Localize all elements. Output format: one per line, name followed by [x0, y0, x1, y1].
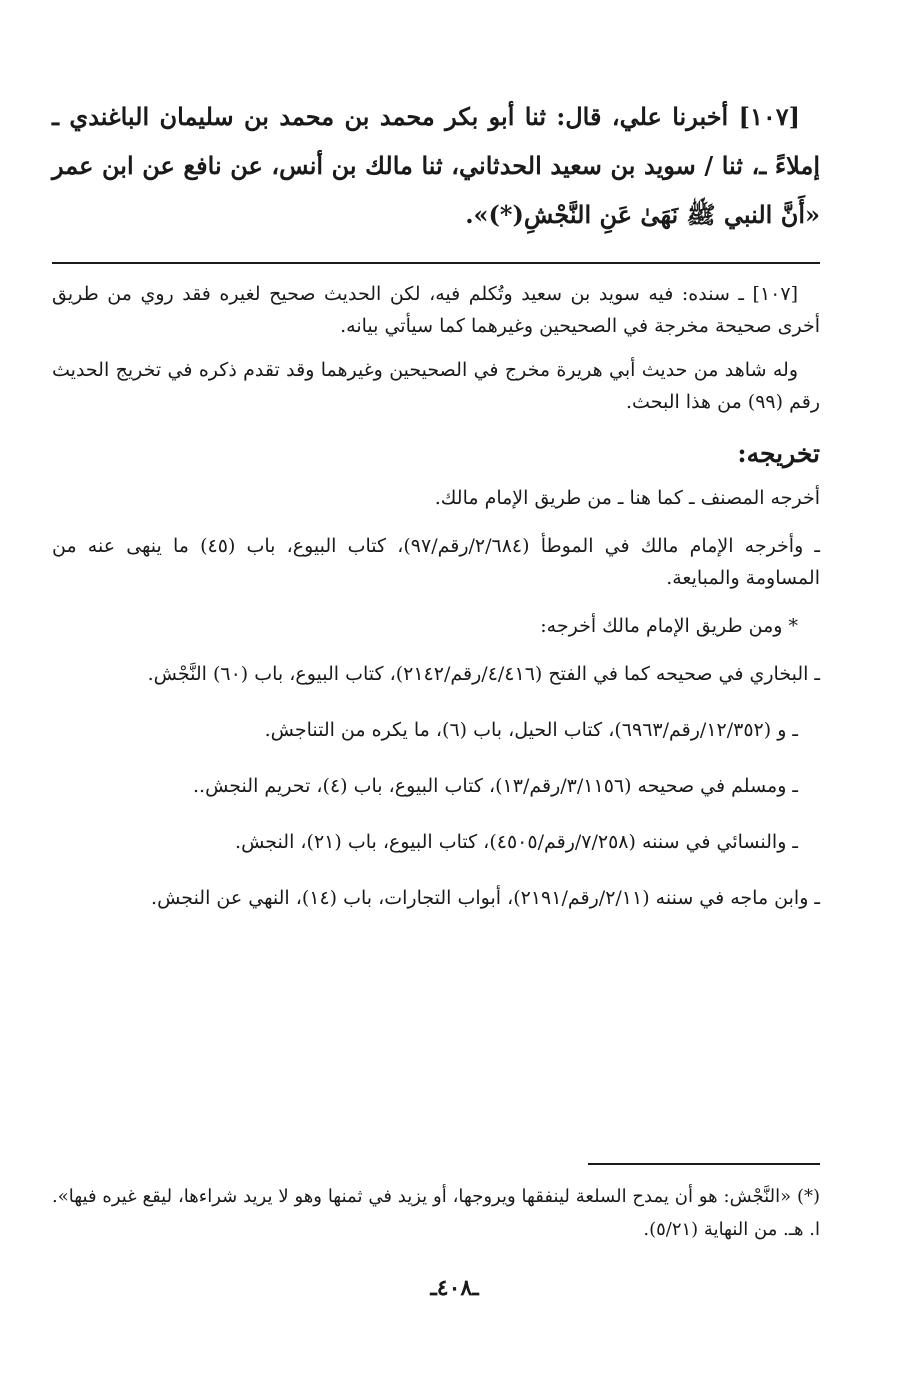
takhrij-musannif: أخرجه المصنف ـ كما هنا ـ من طريق الإمام مالك.: [434, 487, 820, 509]
shahid-paragraph: وله شاهد من حديث أبي هريرة مخرج في الصحيحين وغيرهما وقد تقدم ذكره في تخريج الحديث رقم (٩٩) من هذا البحث.: [52, 359, 820, 413]
takhrij-muwatta: ـ وأخرجه الإمام مالك في الموطأ (٢/٦٨٤/رقم/٩٧)، كتاب البيوع، باب (٤٥) ما ينهى عنه من المساومة والمبايعة.: [52, 535, 820, 589]
hadith-text: [١٠٧] أخبرنا علي، قال: ثنا أبو بكر محمد بن محمد بن سليمان الباغندي ـ إملاءً ـ، ثنا / سويد بن سعيد الحدثاني، ثنا مالك بن أنس، عن نافع عن ابن عمر «أَنَّ النبي ﷺ نَهَىٰ عَنِ النَّجْشِ(*)».: [52, 102, 820, 229]
takhrij-bukhari-2: ـ و (١٢/٣٥٢/رقم/٦٩٦٣)، كتاب الحيل، باب (٦)، ما يكره من التناجش.: [264, 719, 798, 741]
main-hadith-block: [52, 92, 820, 239]
takhrij-min-tariq: * ومن طريق الإمام مالك أخرجه:: [540, 615, 798, 637]
takhrij-nasai: ـ والنسائي في سننه (٧/٢٥٨/رقم/٤٥٠٥)، كتاب البيوع، باب (٢١)، النجش.: [235, 831, 798, 853]
footnote-separator-rule: [588, 1163, 820, 1165]
commentary-block: [52, 278, 820, 914]
takhrij-bukhari: ـ البخاري في صحيحه كما في الفتح (٤/٤١٦/رقم/٢١٤٢)، كتاب البيوع، باب (٦٠) النَّجْش.: [147, 663, 820, 685]
page-number: ـ٤٠٨ـ: [430, 1275, 479, 1301]
takhrij-muslim: ـ ومسلم في صحيحه (٣/١١٥٦/رقم/١٣)، كتاب البيوع، باب (٤)، تحريم النجش..: [192, 775, 798, 797]
footnote-block: [52, 1180, 820, 1246]
main-separator-rule: [52, 262, 820, 264]
takhrij-heading: تخريجه:: [737, 439, 820, 468]
footnote-text: (*) «النَّجْش: هو أن يمدح السلعة لينفقها ويروجها، أو يزيد في ثمنها وهو لا يريد شراءها، ليقع غيره فيها». ا. هـ. من النهاية (٥/٢١).: [52, 1186, 820, 1240]
sanad-paragraph: [١٠٧] ـ سنده: فيه سويد بن سعيد وتُكلم فيه، لكن الحديث صحيح لغيره فقد روي من طريق أخرى صحيحة مخرجة في الصحيحين وغيرهما كما سيأتي بيانه.: [52, 283, 820, 337]
takhrij-ibn-majah: ـ وابن ماجه في سننه (٢/١١/رقم/٢١٩١)، أبواب التجارات، باب (١٤)، النهي عن النجش.: [151, 887, 820, 909]
